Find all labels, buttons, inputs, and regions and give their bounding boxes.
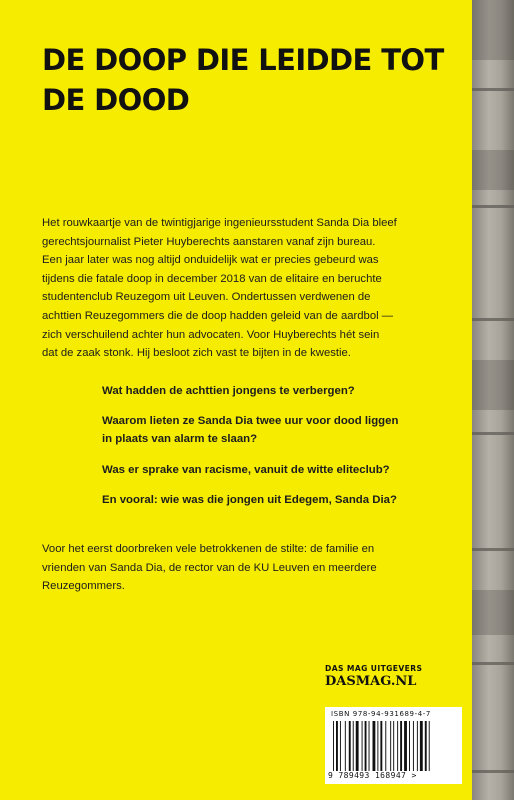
barcode-bar [340, 721, 341, 771]
stone-seam [472, 205, 514, 208]
barcode-bar [425, 721, 427, 771]
barcode-bar [365, 721, 367, 771]
publisher-block [325, 664, 465, 689]
closing-paragraph [42, 540, 462, 596]
publisher-url: DASMAG.NL [325, 674, 417, 689]
barcode-digits: 9 789493 168947 > [328, 771, 417, 780]
intro-line: tijdens die fatale doop in december 2018 van de elitaire en beruchte [42, 272, 382, 285]
question-line: Wat hadden de achttien jongens te verbergen? [102, 385, 355, 397]
stone-shade [472, 0, 514, 60]
stone-shade [472, 360, 514, 410]
book-title [42, 40, 462, 120]
question-item [102, 461, 462, 479]
barcode-bar [385, 721, 386, 771]
stone-seam [472, 88, 514, 91]
barcode-bar [404, 721, 407, 771]
question-item [102, 382, 462, 400]
publisher-name: DAS MAG UITGEVERS [325, 664, 423, 673]
stone-seam [472, 432, 514, 435]
barcode-bar [349, 721, 351, 771]
intro-line: Een jaar later was nog altijd onduidelijk wat er precies gebeurd was [42, 254, 379, 267]
title-line-2: DE DOOD [42, 83, 190, 117]
barcode-bar [397, 721, 398, 771]
question-line: Was er sprake van racisme, vanuit de witte eliteclub? [102, 463, 390, 476]
barcode-bar [420, 721, 423, 771]
barcode-bars [333, 721, 454, 771]
intro-paragraph [42, 214, 462, 363]
barcode-bar [429, 721, 430, 771]
barcode-bar [409, 721, 410, 771]
barcode-bar [393, 721, 394, 771]
isbn-label: ISBN 978-94-931689-4-7 [331, 710, 431, 718]
question-item [102, 412, 462, 448]
intro-line: zich verschuilend achter hun advocaten. Voor Huyberechts hét sein [42, 328, 380, 341]
isbn-barcode [325, 707, 462, 784]
barcode-bar [400, 721, 402, 771]
closing-line: Reuzegommers. [42, 580, 125, 593]
barcode-bar [345, 721, 346, 771]
question-line: in plaats van alarm te slaan? [102, 433, 258, 446]
stone-shade [472, 590, 514, 635]
question-line: En vooral: wie was die jongen uit Edegem, Sanda Dia? [102, 493, 397, 506]
question-list [102, 382, 462, 521]
barcode-bar [356, 721, 359, 771]
question-item [102, 491, 462, 509]
barcode-bar [417, 721, 418, 771]
stone-seam [472, 770, 514, 773]
intro-line: Het rouwkaartje van de twintigjarige ingenieursstudent Sanda Dia bleef [42, 217, 397, 229]
stone-seam [472, 318, 514, 321]
intro-line: dat de zaak stonk. Hij besloot zich vast te bijten in de kwestie. [42, 347, 351, 360]
barcode-bar [333, 721, 334, 771]
barcode-bar [380, 721, 382, 771]
question-line: Waarom lieten ze Sanda Dia twee uur voor dood liggen [102, 415, 399, 428]
closing-line: vrienden van Sanda Dia, de rector van de KU Leuven en meerdere [42, 561, 377, 574]
barcode-bar [369, 721, 370, 771]
stone-shade [472, 150, 514, 190]
intro-line: gerechtsjournalist Pieter Huyberechts aanstaren vanaf zijn bureau. [42, 235, 376, 248]
barcode-bar [353, 721, 354, 771]
barcode-bar [336, 721, 338, 771]
barcode-bar [373, 721, 376, 771]
stone-seam [472, 662, 514, 665]
barcode-bar [377, 721, 378, 771]
stone-steps-photo [472, 0, 514, 800]
stone-seam [472, 548, 514, 551]
title-line-1: DE DOOP DIE LEIDDE TOT [42, 43, 444, 77]
closing-line: Voor het eerst doorbreken vele betrokkenen de stilte: de familie en [42, 543, 375, 555]
barcode-bar [413, 721, 414, 771]
intro-line: achttien Reuzegommers die de doop hadden geleid van de aardbol — [42, 309, 394, 322]
barcode-bar [390, 721, 391, 771]
barcode-bar [362, 721, 363, 771]
intro-line: studentenclub Reuzegom uit Leuven. Ondertussen verdwenen de [42, 291, 371, 304]
